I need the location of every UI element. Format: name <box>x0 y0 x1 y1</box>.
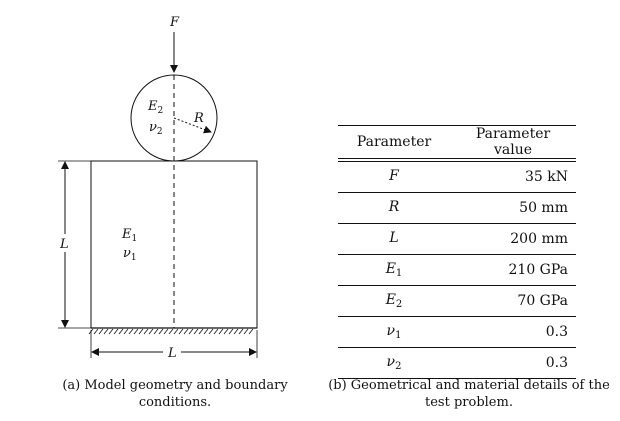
parameter-table <box>338 125 576 379</box>
table-row <box>338 348 576 379</box>
table-row <box>338 286 576 317</box>
radius-arrow <box>174 118 211 132</box>
block-modulus-label: E1 <box>122 227 138 244</box>
param-symbol: $\nu_2$ <box>338 348 450 379</box>
table-row <box>338 317 576 348</box>
ball-poisson-label: ν2 <box>149 120 163 137</box>
param-symbol: $E_2$ <box>338 286 450 317</box>
header-parameter: Parameter <box>338 126 450 159</box>
param-symbol: $\nu_1$ <box>338 317 450 348</box>
radius-label: R <box>194 111 204 126</box>
param-value: 200 mm <box>450 224 576 255</box>
param-value: 0.3 <box>450 317 576 348</box>
param-value: 35 kN <box>450 162 576 193</box>
param-value: 50 mm <box>450 193 576 224</box>
table-row <box>338 193 576 224</box>
param-value: 70 GPa <box>450 286 576 317</box>
fixed-support <box>89 328 257 334</box>
param-symbol: R <box>338 193 450 224</box>
header-parameter-value: Parameter value <box>450 126 576 159</box>
param-symbol: L <box>338 224 450 255</box>
caption-a: (a) Model geometry and boundary conditions. <box>62 378 288 410</box>
ball-modulus-label: E2 <box>148 99 164 116</box>
table-header-row <box>338 126 576 159</box>
table-row <box>338 162 576 193</box>
block-poisson-label: ν1 <box>123 246 137 263</box>
table-row <box>338 224 576 255</box>
param-value: 0.3 <box>450 348 576 379</box>
width-label: L <box>168 346 177 361</box>
param-symbol: $E_1$ <box>338 255 450 286</box>
caption-b: (b) Geometrical and material details of the test problem. <box>328 378 610 410</box>
param-symbol: F <box>338 162 450 193</box>
force-label: F <box>170 15 180 30</box>
height-label: L <box>60 237 69 252</box>
param-value: 210 GPa <box>450 255 576 286</box>
table-row <box>338 255 576 286</box>
